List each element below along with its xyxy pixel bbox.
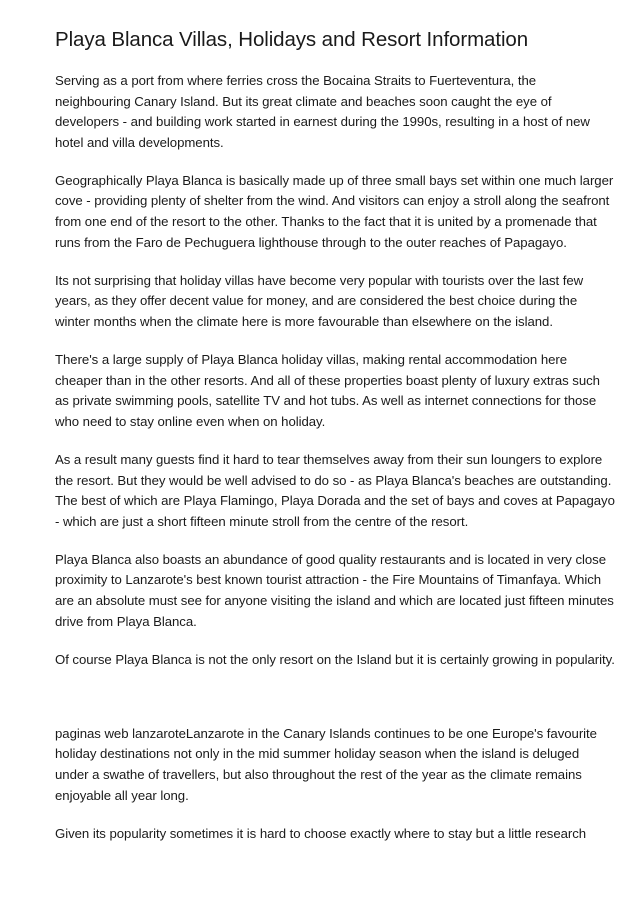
paragraph-geography: Geographically Playa Blanca is basically made up of three small bays set within one much larger cove - providing plenty of shelter from the wind. And visitors can enjoy a stroll along the seafront from one end of the resort to the other. Thanks to the fact that it is united by a promenade that runs from the Faro de Pechuguera lighthouse through to the outer reaches of Papagayo.: [55, 172, 614, 250]
paragraph-villa-supply: There's a large supply of Playa Blanca holiday villas, making rental accommodation here cheaper than in the other resorts. And all of these properties boast plenty of luxury extras such as private swimming pools, satellite TV and hot tubs. As well as internet connections for those who need to stay online even when on holiday.: [55, 352, 600, 429]
paragraph-restaurants: Playa Blanca also boasts an abundance of good quality restaurants and is located in very close proximity to Lanzarote's best known tourist attraction - the Fire Mountains of Timanfaya. Which are an absolute must see for anyone visiting the island and which are located just fifteen minutes drive from Playa Blanca.: [55, 551, 614, 629]
page-title: Playa Blanca Villas, Holidays and Resort Information: [55, 28, 528, 51]
document-page: [55, 26, 615, 862]
paragraph-where-to-stay: Given its popularity sometimes it is hard to choose exactly where to stay but a little research: [55, 825, 587, 841]
section-spacer: [55, 688, 615, 724]
paragraph-lanzarote-intro: paginas web lanzaroteLanzarote in the Canary Islands continues to be one Europe's favourite holiday destinations not only in the mid summer holiday season when the island is deluged under a swathe of travellers, but also throughout the rest of the year as the climate remains enjoyable all year long.: [55, 725, 597, 803]
paragraph-villa-popularity: Its not surprising that holiday villas have become very popular with tourists over the last few years, as they offer decent value for money, and are considered the best choice during the winter months when the climate here is more favourable than elsewhere on the island.: [55, 272, 584, 329]
paragraph-beaches: As a result many guests find it hard to tear themselves away from their sun loungers to explore the resort. But they would be well advised to do so - as Playa Blanca's beaches are outstanding. The best of which are Playa Flamingo, Playa Dorada and the set of bays and coves at Papagayo - which are just a short fifteen minute stroll from the centre of the resort.: [55, 451, 615, 529]
paragraph-port-history: Serving as a port from where ferries cross the Bocaina Straits to Fuerteventura, the neighbouring Canary Island. But its great climate and beaches soon caught the eye of developers - and building work started in earnest during the 1990s, resulting in a host of new hotel and villa developments.: [55, 73, 590, 150]
paragraph-growing-popularity: Of course Playa Blanca is not the only resort on the Island but it is certainly growing in popularity.: [55, 651, 615, 667]
